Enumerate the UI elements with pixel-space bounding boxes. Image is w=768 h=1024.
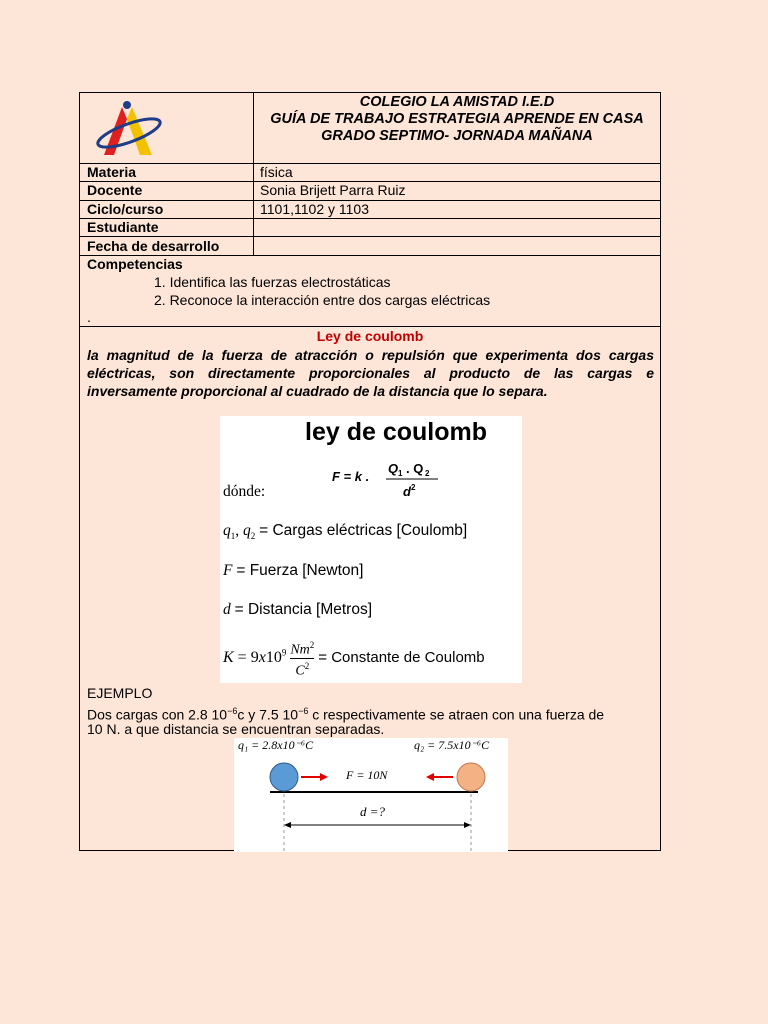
materia-label: Materia — [87, 164, 137, 180]
ciclo-value: 1101,1102 y 1103 — [260, 201, 369, 217]
competencias-row — [80, 256, 660, 327]
formula-title: ley de coulomb — [305, 418, 487, 446]
worksheet-table — [79, 92, 661, 851]
f-definition-text: = Fuerza [Newton] — [236, 562, 364, 579]
example-line-2: 10 N. a que distancia se encuentran separadas. — [87, 721, 385, 737]
q2-label: q₂ = 7.5x10⁻⁶C — [414, 738, 490, 752]
force-label: F = 10N — [346, 768, 388, 782]
example-text-c: c respectivamente se atraen con una fuerza de — [308, 706, 605, 723]
ciclo-row — [80, 201, 660, 219]
coulomb-equation — [328, 458, 448, 504]
docente-value: Sonia Brijett Parra Ruiz — [260, 182, 406, 198]
law-description: la magnitud de la fuerza de atracción o repulsión que experimenta dos cargas eléctricas, son directamente proporcionales al producto de las cargas e inversamente proporcional al cuadrado de la distancia que lo separa. — [87, 347, 654, 399]
d-definition-text: = Distancia [Metros] — [234, 601, 373, 618]
charges-diagram — [234, 738, 508, 852]
materia-value: física — [260, 164, 293, 180]
estudiante-label: Estudiante — [87, 219, 159, 235]
k-definition-text: = Constante de Coulomb — [318, 648, 485, 666]
svg-text:Q: Q — [388, 461, 399, 476]
svg-text:1: 1 — [398, 469, 403, 478]
example-heading: EJEMPLO — [87, 685, 153, 701]
distance-label: d =? — [360, 804, 386, 819]
example-exp-2: −6 — [298, 706, 309, 716]
materia-row — [80, 164, 660, 182]
example-text-a: Dos cargas con 2.8 — [87, 706, 212, 723]
grade-title: GRADO SEPTIMO- JORNADA MAÑANA — [321, 128, 593, 144]
q-definition: $q_1$, $q_2$ = Cargas eléctricas [Coulomb] — [223, 522, 468, 542]
law-title: Ley de coulomb — [316, 328, 424, 344]
svg-text:2: 2 — [411, 483, 416, 492]
q-definition-text: = Cargas eléctricas [Coulomb] — [259, 522, 468, 539]
fecha-row — [80, 237, 660, 256]
charge-q1 — [270, 763, 298, 791]
docente-row — [80, 182, 660, 201]
example-ten-1: 10 — [211, 706, 228, 723]
school-logo-icon — [94, 99, 164, 159]
donde-label: dónde: — [223, 483, 266, 500]
svg-text:F = k .: F = k . — [332, 469, 370, 484]
competencia-item-2: 2. Reconoce la interacción entre dos cargas eléctricas — [154, 292, 491, 308]
ciclo-label: Ciclo/curso — [87, 201, 164, 217]
svg-text:. Q: . Q — [406, 461, 424, 476]
d-definition: d = Distancia [Metros] — [223, 601, 373, 618]
trailing-dot: . — [87, 309, 91, 325]
guide-title: GUÍA DE TRABAJO ESTRATEGIA APRENDE EN CASA — [270, 111, 644, 127]
charge-q2 — [457, 763, 485, 791]
competencia-item-1: 1. Identifica las fuerzas electrostáticas — [154, 274, 391, 290]
example-text-b: c y 7.5 — [237, 706, 279, 723]
diagram-drawing — [234, 738, 508, 852]
example-ten-2: 10 — [282, 706, 299, 723]
school-name: COLEGIO LA AMISTAD I.E.D — [359, 94, 555, 110]
q1-label: q₁ = 2.8x10⁻⁶C — [238, 738, 314, 752]
estudiante-row — [80, 219, 660, 237]
svg-text:2: 2 — [425, 469, 430, 478]
formula-card — [220, 416, 522, 683]
example-exp-1: −6 — [227, 706, 238, 716]
competencias-label: Competencias — [87, 256, 183, 272]
svg-text:d: d — [403, 484, 411, 499]
f-definition: F = Fuerza [Newton] — [223, 562, 364, 579]
header-row — [80, 93, 660, 164]
fecha-label: Fecha de desarrollo — [87, 238, 220, 254]
docente-label: Docente — [87, 182, 143, 198]
column-divider — [253, 93, 254, 256]
k-definition: $K = 9x10^9$ $\frac{Nm^2}{C^2}$ = Constante de Coulomb — [223, 640, 485, 679]
